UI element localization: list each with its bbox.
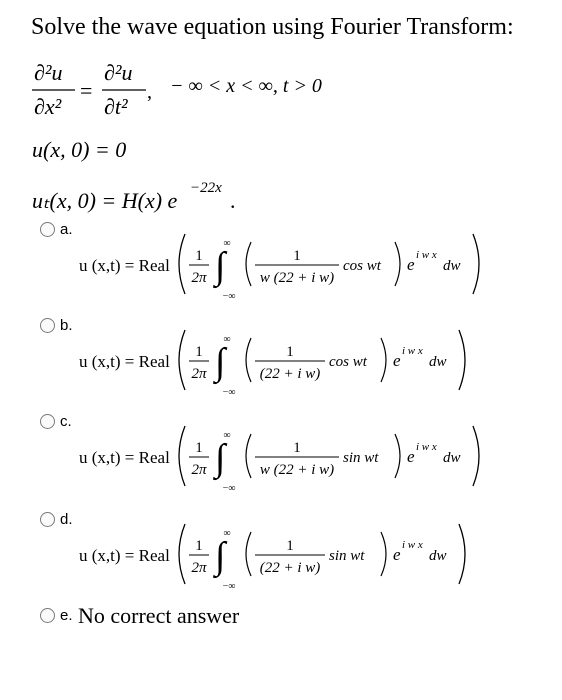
integral-sign: ∫ [215, 437, 226, 479]
half-denominator: 2π [191, 366, 207, 382]
exponential-base: e [393, 545, 401, 564]
initial-condition-displacement: u(x, 0) = 0 [32, 137, 127, 162]
exponential-base: e [407, 255, 415, 274]
inner-right-paren [381, 532, 386, 576]
inner-left-paren [246, 532, 251, 576]
option-formula [75, 416, 495, 506]
initial-condition-velocity-exponent: −22x [190, 180, 222, 196]
inner-left-paren [246, 338, 251, 382]
exponential-base: e [407, 447, 415, 466]
integral-upper-limit: ∞ [223, 334, 231, 345]
option-letter: a. [60, 221, 73, 238]
fraction-numerator: 1 [286, 538, 294, 554]
inner-left-paren [246, 242, 251, 286]
trig-term: cos wt [329, 354, 367, 370]
pde-domain: − ∞ < x < ∞, t > 0 [170, 75, 322, 97]
outer-left-paren [179, 330, 185, 390]
half-denominator: 2π [191, 560, 207, 576]
integral-upper-limit: ∞ [223, 528, 231, 539]
exponential-exponent: i w x [402, 539, 423, 551]
differential: dw [429, 354, 447, 370]
inner-right-paren [395, 434, 400, 478]
fraction-denominator: w (22 + i w) [259, 462, 335, 478]
fraction-numerator: 1 [293, 248, 301, 264]
formula-lhs: u (x,t) = Real [79, 256, 170, 275]
option-formula [75, 224, 495, 314]
option-formula [75, 514, 495, 604]
differential: dw [429, 548, 447, 564]
fraction-denominator: (22 + i w) [259, 366, 321, 382]
inner-right-paren [395, 242, 400, 286]
pde-lhs-denominator: ∂x² [34, 94, 62, 119]
option-radio-b[interactable] [40, 318, 55, 333]
half-numerator: 1 [195, 248, 203, 264]
formula-lhs: u (x,t) = Real [79, 448, 170, 467]
trig-term: sin wt [329, 548, 365, 564]
outer-left-paren [179, 426, 185, 486]
integral-lower-limit: −∞ [222, 483, 236, 494]
fraction-numerator: 1 [293, 440, 301, 456]
integral-upper-limit: ∞ [223, 238, 231, 249]
option-letter: e. [60, 607, 73, 624]
option-radio-a[interactable] [40, 222, 55, 237]
inner-right-paren [381, 338, 386, 382]
integral-upper-limit: ∞ [223, 430, 231, 441]
half-numerator: 1 [195, 344, 203, 360]
exponential-exponent: i w x [416, 249, 437, 261]
outer-right-paren [459, 524, 465, 584]
fraction-denominator: (22 + i w) [259, 560, 321, 576]
outer-left-paren [179, 524, 185, 584]
exponential-exponent: i w x [416, 441, 437, 453]
integral-sign: ∫ [215, 341, 226, 383]
option-letter: c. [60, 413, 72, 430]
formula-lhs: u (x,t) = Real [79, 546, 170, 565]
initial-condition-velocity: uₜ(x, 0) = H(x) e [32, 188, 178, 213]
integral-lower-limit: −∞ [222, 387, 236, 398]
formula-lhs: u (x,t) = Real [79, 352, 170, 371]
option-radio-d[interactable] [40, 512, 55, 527]
trig-term: sin wt [343, 450, 379, 466]
option-formula [75, 320, 495, 410]
outer-right-paren [459, 330, 465, 390]
pde-rhs-numerator: ∂²u [104, 60, 133, 85]
option-radio-e[interactable] [40, 608, 55, 623]
pde-lhs-numerator: ∂²u [34, 60, 63, 85]
pde-equals-sign: = [80, 78, 93, 103]
fraction-denominator: w (22 + i w) [259, 270, 335, 286]
integral-lower-limit: −∞ [222, 581, 236, 592]
half-denominator: 2π [191, 270, 207, 286]
initial-condition-period: . [230, 188, 236, 213]
inner-left-paren [246, 434, 251, 478]
differential: dw [443, 258, 461, 274]
differential: dw [443, 450, 461, 466]
option-text: No correct answer [78, 603, 240, 628]
option-letter: d. [60, 511, 73, 528]
question-prompt: Solve the wave equation using Fourier Transform: [31, 14, 514, 40]
outer-right-paren [473, 426, 479, 486]
half-denominator: 2π [191, 462, 207, 478]
integral-sign: ∫ [215, 535, 226, 577]
trig-term: cos wt [343, 258, 381, 274]
pde-rhs-denominator: ∂t² [104, 94, 128, 119]
option-letter: b. [60, 317, 73, 334]
integral-sign: ∫ [215, 245, 226, 287]
outer-left-paren [179, 234, 185, 294]
exponential-base: e [393, 351, 401, 370]
option-radio-c[interactable] [40, 414, 55, 429]
half-numerator: 1 [195, 538, 203, 554]
fraction-numerator: 1 [286, 344, 294, 360]
exponential-exponent: i w x [402, 345, 423, 357]
half-numerator: 1 [195, 440, 203, 456]
outer-right-paren [473, 234, 479, 294]
integral-lower-limit: −∞ [222, 291, 236, 302]
pde-comma: , [147, 81, 152, 103]
